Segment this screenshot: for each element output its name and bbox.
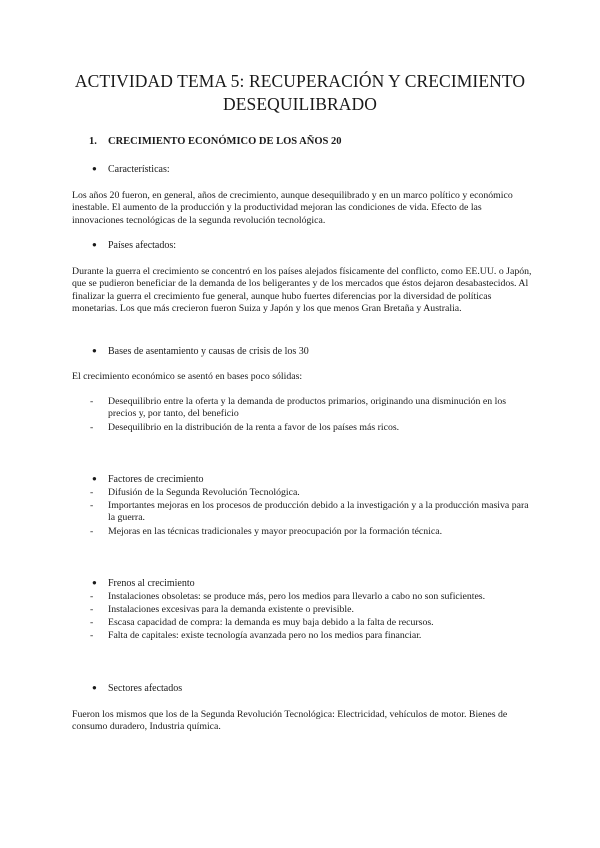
bullet-dot-icon: ● bbox=[92, 346, 97, 355]
bullet-dot-icon: ● bbox=[92, 474, 97, 483]
dash-marker: - bbox=[90, 487, 94, 498]
dash-marker: - bbox=[90, 526, 94, 537]
bullet-dot-icon: ● bbox=[92, 164, 97, 173]
dash-marker: - bbox=[90, 617, 94, 628]
bullet-label: Bases de asentamiento y causas de crisis de los 30 bbox=[108, 346, 309, 357]
dash-marker: - bbox=[90, 604, 94, 615]
paragraph-caracteristicas: Los años 20 fueron, en general, años de crecimiento, aunque desequilibrado y en un marco político y económico inestable. El aumento de la producción y la productividad mejoran las condiciones de vida. Efecto de las innovaciones tecnológicas de la segunda revolución tecnológica. bbox=[72, 190, 513, 226]
paragraph-paises: Durante la guerra el crecimiento se concentró en los países alejados físicamente del conflicto, como EE.UU. o Japón, que se pudieron beneficiar de la demanda de los beligerantes y de los mercados que éstos dejaron desabastecidos. Al finalizar la guerra el crecimiento fue general, aunque hubo fuertes diferencias por la diversidad de políticas monetarias. Los que más crecieron fueron Suiza y Japón y los que menos Gran Bretaña y Australia. bbox=[72, 266, 532, 315]
section-heading-text: CRECIMIENTO ECONÓMICO DE LOS AÑOS 20 bbox=[108, 136, 342, 147]
list-item: - Importantes mejoras en los procesos de producción debido a la investigación y a la producción masiva para la guerra. bbox=[90, 500, 529, 524]
list-item: - Mejoras en las técnicas tradicionales y mayor preocupación por la formación técnica. bbox=[90, 526, 443, 537]
bullet-bases bbox=[92, 346, 309, 357]
list-item: - Instalaciones obsoletas: se produce más, pero los medios para llevarlo a cabo no son suficientes. bbox=[90, 591, 486, 602]
bullet-paises bbox=[92, 240, 176, 251]
list-item: - Instalaciones excesivas para la demanda existente o previsible. bbox=[90, 604, 354, 615]
list-item: - Escasa capacidad de compra: la demanda es muy baja debido a la falta de recursos. bbox=[90, 617, 434, 628]
dash-marker: - bbox=[90, 500, 94, 511]
list-item: - Falta de capitales: existe tecnología avanzada pero no los medios para financiar. bbox=[90, 630, 422, 641]
bullet-frenos bbox=[92, 578, 195, 589]
dash-marker: - bbox=[90, 591, 94, 602]
bullet-label: Países afectados: bbox=[108, 240, 177, 251]
bullet-dot-icon: ● bbox=[92, 683, 97, 692]
dash-marker: - bbox=[90, 630, 94, 641]
bullet-dot-icon: ● bbox=[92, 578, 97, 587]
list-item: - Desequilibrio entre la oferta y la demanda de productos primarios, originando una disminución en los precios y, por tanto, del beneficio bbox=[90, 396, 507, 420]
section-heading bbox=[89, 136, 341, 147]
paragraph-bases-intro: El crecimiento económico se asentó en bases poco sólidas: bbox=[72, 371, 303, 382]
bullet-caracteristicas bbox=[92, 164, 170, 175]
section-number: 1. bbox=[89, 136, 97, 147]
list-item: - Difusión de la Segunda Revolución Tecnológica. bbox=[90, 487, 300, 498]
dash-marker: - bbox=[90, 422, 94, 433]
bullet-label: Sectores afectados bbox=[108, 683, 183, 694]
document-title: ACTIVIDAD TEMA 5: RECUPERACIÓN Y CRECIMIENTO DESEQUILIBRADO bbox=[74, 71, 526, 114]
paragraph-sectores: Fueron los mismos que los de la Segunda Revolución Tecnológica: Electricidad, vehículos de motor. Bienes de consumo duradero, Industria química. bbox=[72, 709, 508, 733]
bullet-dot-icon: ● bbox=[92, 240, 97, 249]
list-item: - Desequilibrio en la distribución de la renta a favor de los países más ricos. bbox=[90, 422, 400, 433]
bullet-label: Frenos al crecimiento bbox=[108, 578, 195, 589]
bullet-label: Características: bbox=[108, 164, 170, 175]
bullet-sectores bbox=[92, 683, 182, 694]
dash-marker: - bbox=[90, 396, 94, 407]
bullet-factores bbox=[92, 474, 204, 485]
bullet-label: Factores de crecimiento bbox=[108, 474, 204, 485]
